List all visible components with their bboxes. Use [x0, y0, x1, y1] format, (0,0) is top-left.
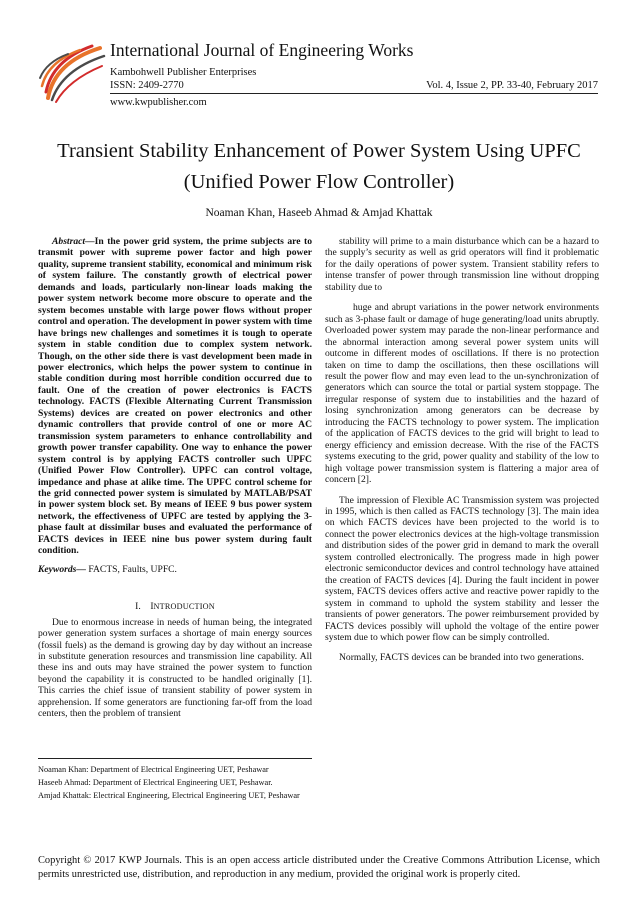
right-column: [325, 236, 599, 664]
keywords-label: Keywords—: [38, 563, 86, 575]
copyright-notice: Copyright © 2017 KWP Journals. This is an open access article distributed under the Creative Commons Attribution License, which permits unrestricted use, distribution, and reproduction in any medium, provided the original work is properly cited.: [38, 855, 600, 880]
section-heading-rest: NTRODUCTION: [153, 602, 215, 612]
left-column: [38, 236, 312, 720]
footnote-1: Noaman Khan: Department of Electrical Engineering UET, Peshawar: [38, 765, 269, 774]
right-paragraph-1: stability will prime to a main disturbance which can be a hazard to the supply’s security as well as grid operators will find it problematic for the daily operations of power system. Transient stability refers to intense transfer of power through transmission line without dropping stability due to: [325, 236, 599, 293]
abstract-text: In the power grid system, the prime subjects are to transmit power with supreme power factor and high power quality, supreme transient stability, economical and minimum risk of system failure. The constantly growth of electrical power demands and loads, particularly non-linear loads making the power system network become more obscure to operate and the system becomes unstable with large power flows without proper control and operation. The development in power system with time have brings new challenges and sometimes it is tough to operate system in stable condition due to complex system network. Though, on the other side there is vast development been made in power electronics, which helps the power system to continue in stable condition during most horrible condition occurred due to fault. One of the creation of power electronics is FACTS technology. FACTS (Flexible Alternating Current Transmission Systems) devices are created on power electronics and other dynamic controllers that provide control of one or more AC transmission system parameters to enhance controllability and growth power transfer capability. One way to enhance the power system control is by applying FACTS controller such UPFC (Unified Power Flow Controller). UPFC can control voltage, impedance and phase at alike time. The UPFC control scheme for the grid connected power system is simulated by MATLAB/PSAT in power system block set. By means of IEEE 9 bus power system network, the effectiveness of UPFC are tested by applying the 3-phase fault at dissimilar buses and evaluated the performance of FACTS devices in IEEE nine bus power system during fault condition.: [38, 236, 312, 557]
footnote-3: Amjad Khattak: Electrical Engineering, Electrical Engineering UET, Peshawar: [38, 791, 300, 800]
footnote-2: Haseeb Ahmad: Department of Electrical Engineering UET, Peshawar.: [38, 778, 273, 787]
journal-logo-icon: [38, 42, 106, 104]
right-paragraph-4: Normally, FACTS devices can be branded into two generations.: [339, 652, 584, 664]
abstract-label: Abstract—: [52, 236, 95, 247]
volume-info: Vol. 4, Issue 2, PP. 33-40, February 2017: [426, 80, 598, 91]
issn-row: [110, 80, 598, 94]
journal-header: [38, 38, 598, 118]
journal-title: International Journal of Engineering Works: [110, 40, 414, 60]
paper-authors: Noaman Khan, Haseeb Ahmad & Amjad Khattak: [205, 207, 433, 219]
publisher-website-link[interactable]: www.kwpublisher.com: [110, 97, 207, 108]
paper-title-line-1: Transient Stability Enhancement of Power System Using UPFC: [57, 140, 581, 162]
publisher-name: Kambohwell Publisher Enterprises: [110, 67, 257, 78]
paper-title-line-2: (Unified Power Flow Controller): [183, 171, 455, 193]
author-footnotes: [38, 758, 312, 802]
keywords: [38, 564, 312, 575]
section-heading-introduction: [38, 601, 312, 612]
intro-paragraph-1: Due to enormous increase in needs of human being, the integrated power generation system surfaces a shortage of main energy sources (fossil fuels) as the demand is growing day by day without an increase in substitute generation resources and transmission line capability. All these ins and outs may have strained the power system to function beyond the capability it is constructed to be handled originally [1]. This carries the chief issue of transient stability of power system in apprehension. If some generators are functioning far-off from the load centers, then the problem of transient: [38, 616, 312, 720]
abstract: [38, 236, 312, 557]
right-paragraph-3: The impression of Flexible AC Transmission system was projected in 1995, which is then called as FACTS technology [3]. The main idea on which FACTS devices have been projected to the world is to connect the power electronics devices at the high-voltage transmission and distribution sides of the power grid in demand to mark the overall system controlled electronically. The progress made in high power electronic semiconductor devices and control technology have attained the creation of FACTS devices [4]. During the fault incident in power system, FACTS devices offers active and reactive power rapidly to the system in command to uphold the system stability and lesser the transients of power generators. The power reimbursement provided by FACTS devices possibly will uphold the voltage of the entire power system due to which power flow can be simply controlled.: [325, 494, 599, 643]
section-heading-initial: I: [150, 601, 154, 613]
right-paragraph-2: huge and abrupt variations in the power network environments such as 3-phase fault or damage of huge generating/load units abruptly. Overloaded power system may parade the non-linear performance and the abnormal interaction among several power system units will outcome in different modes of oscillations. If there is no protection taken on time to damp the oscillations, then these oscillations will result the power flow and may even lead to the un-synchronization of generators which can source the total or partial system stoppage. The irregular response of system due to instabilities and the hazard of losing synchronization among generators can be decrease by introducing the FACTS technology to power system. The implication of the application of FACTS devices to the grid will bright to lead to energy efficiency and emission decrease. With the rise of the FACTS systems executing to the grid, power quality and stability of the low to high voltage power transmission system is flattering a major area of concern [2].: [325, 302, 599, 486]
section-number: I.: [135, 601, 141, 613]
issn: ISSN: 2409-2770: [110, 80, 184, 91]
keywords-text: FACTS, Faults, UPFC.: [85, 563, 177, 575]
